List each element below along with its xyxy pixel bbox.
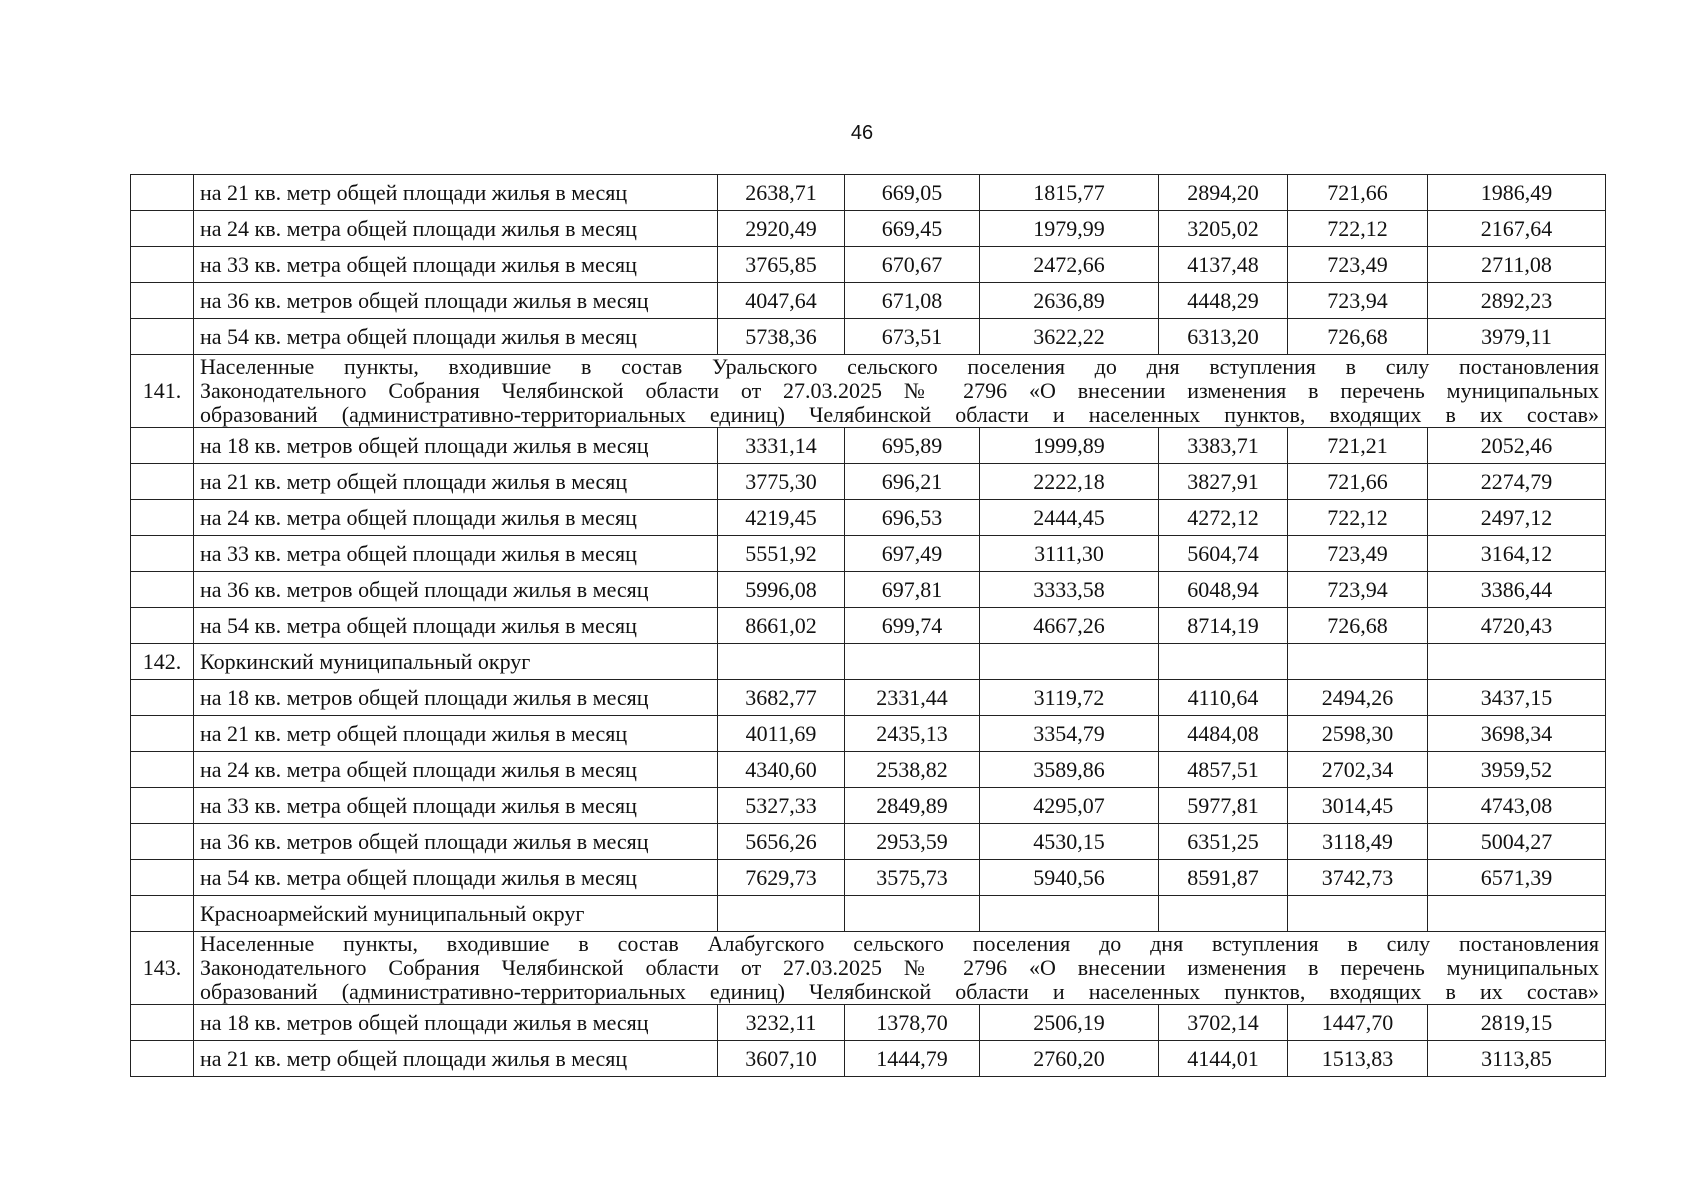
heading-row bbox=[131, 896, 1606, 932]
value-cell: 2435,13 bbox=[845, 716, 980, 752]
empty-cell bbox=[718, 644, 845, 680]
value-cell: 6351,25 bbox=[1159, 824, 1288, 860]
row-label: на 24 кв. метра общей площади жилья в месяц bbox=[194, 500, 718, 536]
value-cell: 2506,19 bbox=[980, 1005, 1159, 1041]
row-number-cell bbox=[131, 175, 194, 211]
table-body bbox=[131, 175, 1606, 1077]
value-cell: 3682,77 bbox=[718, 680, 845, 716]
value-cell: 721,66 bbox=[1288, 464, 1428, 500]
value-cell: 4857,51 bbox=[1159, 752, 1288, 788]
empty-cell bbox=[718, 896, 845, 932]
row-number-cell bbox=[131, 500, 194, 536]
value-cell: 722,12 bbox=[1288, 500, 1428, 536]
value-cell: 4272,12 bbox=[1159, 500, 1288, 536]
row-label: на 21 кв. метр общей площади жилья в месяц bbox=[194, 716, 718, 752]
value-cell: 6048,94 bbox=[1159, 572, 1288, 608]
value-cell: 3331,14 bbox=[718, 428, 845, 464]
value-cell: 8661,02 bbox=[718, 608, 845, 644]
row-label: на 24 кв. метра общей площади жилья в месяц bbox=[194, 211, 718, 247]
section-row bbox=[131, 932, 1606, 1005]
value-cell: 4530,15 bbox=[980, 824, 1159, 860]
row-label: на 36 кв. метров общей площади жилья в месяц bbox=[194, 824, 718, 860]
value-cell: 5604,74 bbox=[1159, 536, 1288, 572]
value-cell: 5977,81 bbox=[1159, 788, 1288, 824]
value-cell: 4047,64 bbox=[718, 283, 845, 319]
empty-cell bbox=[845, 896, 980, 932]
empty-cell bbox=[1428, 644, 1606, 680]
value-cell: 2760,20 bbox=[980, 1041, 1159, 1077]
row-number-cell bbox=[131, 824, 194, 860]
section-row bbox=[131, 355, 1606, 428]
row-label: на 33 кв. метра общей площади жилья в месяц bbox=[194, 788, 718, 824]
row-label: на 54 кв. метра общей площади жилья в месяц bbox=[194, 860, 718, 896]
value-cell: 2953,59 bbox=[845, 824, 980, 860]
value-cell: 8591,87 bbox=[1159, 860, 1288, 896]
value-cell: 3702,14 bbox=[1159, 1005, 1288, 1041]
value-cell: 3205,02 bbox=[1159, 211, 1288, 247]
value-cell: 3333,58 bbox=[980, 572, 1159, 608]
value-cell: 3437,15 bbox=[1428, 680, 1606, 716]
value-cell: 673,51 bbox=[845, 319, 980, 355]
empty-cell bbox=[980, 896, 1159, 932]
value-cell: 722,12 bbox=[1288, 211, 1428, 247]
tariff-table bbox=[130, 174, 1606, 1077]
value-cell: 3111,30 bbox=[980, 536, 1159, 572]
value-cell: 3979,11 bbox=[1428, 319, 1606, 355]
value-cell: 699,74 bbox=[845, 608, 980, 644]
value-cell: 7629,73 bbox=[718, 860, 845, 896]
value-cell: 1999,89 bbox=[980, 428, 1159, 464]
row-number-cell bbox=[131, 572, 194, 608]
value-cell: 3589,86 bbox=[980, 752, 1159, 788]
row-number-cell bbox=[131, 788, 194, 824]
row-number-cell bbox=[131, 716, 194, 752]
value-cell: 2894,20 bbox=[1159, 175, 1288, 211]
value-cell: 2444,45 bbox=[980, 500, 1159, 536]
value-cell: 2598,30 bbox=[1288, 716, 1428, 752]
section-text-line: образований (административно-территориальных единиц) Челябинской области и населенных пунктов, входящих в их состав» bbox=[200, 979, 1599, 1004]
value-cell: 696,21 bbox=[845, 464, 980, 500]
section-text-line: Населенные пункты, входившие в состав Уральского сельского поселения до дня вступления в силу постановления bbox=[200, 354, 1599, 379]
value-cell: 3607,10 bbox=[718, 1041, 845, 1077]
value-cell: 2849,89 bbox=[845, 788, 980, 824]
value-cell: 3164,12 bbox=[1428, 536, 1606, 572]
value-cell: 3742,73 bbox=[1288, 860, 1428, 896]
value-cell: 723,49 bbox=[1288, 247, 1428, 283]
section-text-line: Законодательного Собрания Челябинской области от 27.03.2025 № 2796 «О внесении изменения в перечень муниципальных bbox=[200, 955, 1599, 980]
value-cell: 3622,22 bbox=[980, 319, 1159, 355]
row-number-cell bbox=[131, 680, 194, 716]
value-cell: 1444,79 bbox=[845, 1041, 980, 1077]
value-cell: 3827,91 bbox=[1159, 464, 1288, 500]
value-cell: 4340,60 bbox=[718, 752, 845, 788]
value-cell: 1513,83 bbox=[1288, 1041, 1428, 1077]
row-number-cell bbox=[131, 752, 194, 788]
value-cell: 3354,79 bbox=[980, 716, 1159, 752]
table-row bbox=[131, 572, 1606, 608]
value-cell: 5996,08 bbox=[718, 572, 845, 608]
value-cell: 3775,30 bbox=[718, 464, 845, 500]
value-cell: 3386,44 bbox=[1428, 572, 1606, 608]
value-cell: 4137,48 bbox=[1159, 247, 1288, 283]
row-number-cell bbox=[131, 428, 194, 464]
row-label: на 18 кв. метров общей площади жилья в месяц bbox=[194, 428, 718, 464]
value-cell: 2331,44 bbox=[845, 680, 980, 716]
value-cell: 697,81 bbox=[845, 572, 980, 608]
table-row bbox=[131, 824, 1606, 860]
value-cell: 2538,82 bbox=[845, 752, 980, 788]
value-cell: 3698,34 bbox=[1428, 716, 1606, 752]
value-cell: 3765,85 bbox=[718, 247, 845, 283]
value-cell: 2920,49 bbox=[718, 211, 845, 247]
value-cell: 2497,12 bbox=[1428, 500, 1606, 536]
row-number: 141. bbox=[131, 355, 194, 428]
value-cell: 5004,27 bbox=[1428, 824, 1606, 860]
value-cell: 721,21 bbox=[1288, 428, 1428, 464]
table-row bbox=[131, 428, 1606, 464]
row-label: на 24 кв. метра общей площади жилья в месяц bbox=[194, 752, 718, 788]
value-cell: 4448,29 bbox=[1159, 283, 1288, 319]
row-number-cell bbox=[131, 860, 194, 896]
value-cell: 2494,26 bbox=[1288, 680, 1428, 716]
empty-cell bbox=[980, 644, 1159, 680]
table-row bbox=[131, 247, 1606, 283]
empty-cell bbox=[1288, 644, 1428, 680]
value-cell: 4484,08 bbox=[1159, 716, 1288, 752]
row-number-cell bbox=[131, 464, 194, 500]
value-cell: 696,53 bbox=[845, 500, 980, 536]
value-cell: 2222,18 bbox=[980, 464, 1159, 500]
value-cell: 723,94 bbox=[1288, 283, 1428, 319]
value-cell: 671,08 bbox=[845, 283, 980, 319]
row-number-cell bbox=[131, 1041, 194, 1077]
table-row bbox=[131, 175, 1606, 211]
table-row bbox=[131, 752, 1606, 788]
value-cell: 4743,08 bbox=[1428, 788, 1606, 824]
table-row bbox=[131, 860, 1606, 896]
section-text-line: Населенные пункты, входившие в состав Алабугского сельского поселения до дня вступления в силу постановления bbox=[200, 931, 1599, 956]
value-cell: 2052,46 bbox=[1428, 428, 1606, 464]
value-cell: 2274,79 bbox=[1428, 464, 1606, 500]
value-cell: 4295,07 bbox=[980, 788, 1159, 824]
value-cell: 2472,66 bbox=[980, 247, 1159, 283]
row-label: на 18 кв. метров общей площади жилья в месяц bbox=[194, 680, 718, 716]
value-cell: 3575,73 bbox=[845, 860, 980, 896]
heading-label: Коркинский муниципальный округ bbox=[194, 644, 718, 680]
row-label: на 33 кв. метра общей площади жилья в месяц bbox=[194, 536, 718, 572]
value-cell: 2711,08 bbox=[1428, 247, 1606, 283]
value-cell: 723,49 bbox=[1288, 536, 1428, 572]
table-row bbox=[131, 788, 1606, 824]
value-cell: 6571,39 bbox=[1428, 860, 1606, 896]
table-row bbox=[131, 680, 1606, 716]
value-cell: 4219,45 bbox=[718, 500, 845, 536]
value-cell: 726,68 bbox=[1288, 608, 1428, 644]
value-cell: 669,45 bbox=[845, 211, 980, 247]
value-cell: 726,68 bbox=[1288, 319, 1428, 355]
value-cell: 697,49 bbox=[845, 536, 980, 572]
empty-cell bbox=[845, 644, 980, 680]
value-cell: 4144,01 bbox=[1159, 1041, 1288, 1077]
section-description bbox=[194, 932, 1606, 1005]
empty-cell bbox=[1428, 896, 1606, 932]
value-cell: 670,67 bbox=[845, 247, 980, 283]
row-label: на 21 кв. метр общей площади жилья в месяц bbox=[194, 1041, 718, 1077]
value-cell: 3383,71 bbox=[1159, 428, 1288, 464]
row-number-cell bbox=[131, 247, 194, 283]
empty-cell bbox=[1288, 896, 1428, 932]
row-label: на 18 кв. метров общей площади жилья в месяц bbox=[194, 1005, 718, 1041]
value-cell: 4011,69 bbox=[718, 716, 845, 752]
value-cell: 2636,89 bbox=[980, 283, 1159, 319]
value-cell: 3014,45 bbox=[1288, 788, 1428, 824]
value-cell: 2638,71 bbox=[718, 175, 845, 211]
table-row bbox=[131, 211, 1606, 247]
value-cell: 5940,56 bbox=[980, 860, 1159, 896]
value-cell: 5656,26 bbox=[718, 824, 845, 860]
row-label: на 21 кв. метр общей площади жилья в месяц bbox=[194, 175, 718, 211]
section-text-line: Законодательного Собрания Челябинской области от 27.03.2025 № 2796 «О внесении изменения в перечень муниципальных bbox=[200, 378, 1599, 403]
value-cell: 8714,19 bbox=[1159, 608, 1288, 644]
empty-cell bbox=[1159, 644, 1288, 680]
value-cell: 2819,15 bbox=[1428, 1005, 1606, 1041]
table-row bbox=[131, 464, 1606, 500]
row-label: на 21 кв. метр общей площади жилья в месяц bbox=[194, 464, 718, 500]
row-label: на 54 кв. метра общей площади жилья в месяц bbox=[194, 608, 718, 644]
value-cell: 3113,85 bbox=[1428, 1041, 1606, 1077]
row-number-cell bbox=[131, 1005, 194, 1041]
section-description bbox=[194, 355, 1606, 428]
row-number bbox=[131, 896, 194, 932]
table-row bbox=[131, 283, 1606, 319]
value-cell: 721,66 bbox=[1288, 175, 1428, 211]
table-row bbox=[131, 716, 1606, 752]
value-cell: 4110,64 bbox=[1159, 680, 1288, 716]
empty-cell bbox=[1159, 896, 1288, 932]
row-number-cell bbox=[131, 536, 194, 572]
row-number-cell bbox=[131, 608, 194, 644]
value-cell: 695,89 bbox=[845, 428, 980, 464]
page-number: 46 bbox=[850, 122, 874, 144]
row-label: на 33 кв. метра общей площади жилья в месяц bbox=[194, 247, 718, 283]
value-cell: 3119,72 bbox=[980, 680, 1159, 716]
table-row bbox=[131, 319, 1606, 355]
value-cell: 3118,49 bbox=[1288, 824, 1428, 860]
value-cell: 2892,23 bbox=[1428, 283, 1606, 319]
value-cell: 2167,64 bbox=[1428, 211, 1606, 247]
table-row bbox=[131, 608, 1606, 644]
value-cell: 5738,36 bbox=[718, 319, 845, 355]
value-cell: 4720,43 bbox=[1428, 608, 1606, 644]
value-cell: 1378,70 bbox=[845, 1005, 980, 1041]
value-cell: 3959,52 bbox=[1428, 752, 1606, 788]
value-cell: 6313,20 bbox=[1159, 319, 1288, 355]
value-cell: 1986,49 bbox=[1428, 175, 1606, 211]
row-number-cell bbox=[131, 283, 194, 319]
value-cell: 669,05 bbox=[845, 175, 980, 211]
section-text-line: образований (административно-территориальных единиц) Челябинской области и населенных пунктов, входящих в их состав» bbox=[200, 402, 1599, 427]
table-row bbox=[131, 1041, 1606, 1077]
heading-label: Красноармейский муниципальный округ bbox=[194, 896, 718, 932]
row-label: на 36 кв. метров общей площади жилья в месяц bbox=[194, 572, 718, 608]
value-cell: 5327,33 bbox=[718, 788, 845, 824]
value-cell: 3232,11 bbox=[718, 1005, 845, 1041]
row-label: на 54 кв. метра общей площади жилья в месяц bbox=[194, 319, 718, 355]
table-row bbox=[131, 536, 1606, 572]
row-number-cell bbox=[131, 319, 194, 355]
value-cell: 1979,99 bbox=[980, 211, 1159, 247]
value-cell: 5551,92 bbox=[718, 536, 845, 572]
value-cell: 1447,70 bbox=[1288, 1005, 1428, 1041]
row-label: на 36 кв. метров общей площади жилья в месяц bbox=[194, 283, 718, 319]
row-number: 142. bbox=[131, 644, 194, 680]
table-row bbox=[131, 1005, 1606, 1041]
value-cell: 1815,77 bbox=[980, 175, 1159, 211]
row-number-cell bbox=[131, 211, 194, 247]
value-cell: 2702,34 bbox=[1288, 752, 1428, 788]
value-cell: 4667,26 bbox=[980, 608, 1159, 644]
heading-row bbox=[131, 644, 1606, 680]
table-row bbox=[131, 500, 1606, 536]
row-number: 143. bbox=[131, 932, 194, 1005]
value-cell: 723,94 bbox=[1288, 572, 1428, 608]
